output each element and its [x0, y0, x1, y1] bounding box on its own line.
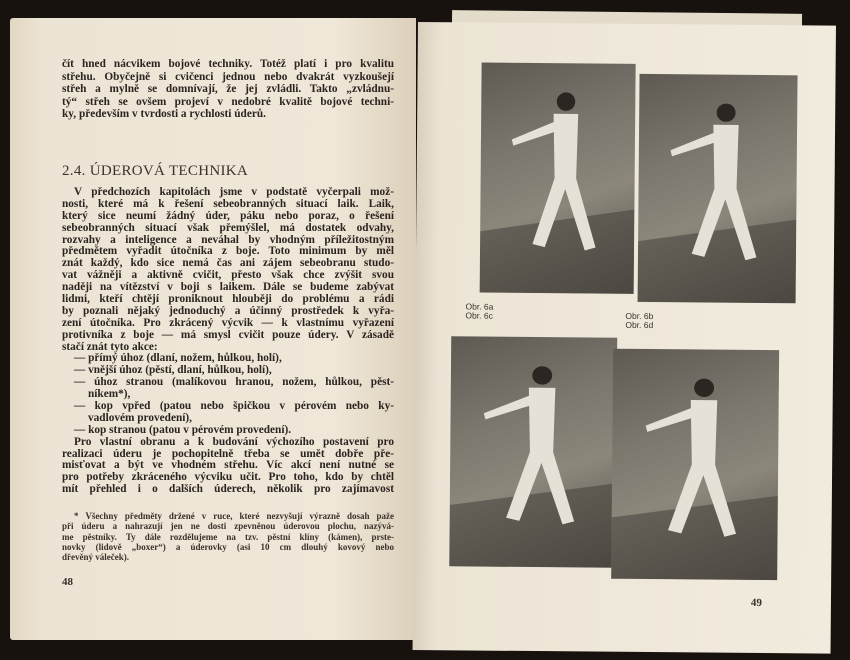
- person-figure-icon: [638, 74, 798, 303]
- right-page: [413, 22, 836, 654]
- text-line: střeh a mylně se domnívají, že jej zvládli. Takto „zvládnu-: [62, 83, 394, 96]
- text-line: novky (lidově „boxer“) a úderovky (asi 10 cm dlouhý kovový nebo: [62, 541, 394, 552]
- caption-6b: Obr. 6b: [625, 310, 654, 322]
- photo-6a: [480, 63, 636, 294]
- text-line: vadlovém provedení),: [88, 411, 192, 424]
- text-line: předmětem vyřadit útočníka z boje. Toto minimum by měl: [62, 245, 394, 258]
- text-line: naději na vítězství v boji s laikem. Dále se budeme zabývat: [62, 281, 394, 294]
- photo-6b: [638, 74, 798, 303]
- text-line: dřevěný váleček).: [62, 552, 129, 563]
- text-line: zení útočníka. Pro zkrácený výcvik — k vlastnímu vyřazení: [62, 316, 394, 329]
- text-line: Pro vlastní obranu a k budování výchozího postavení pro: [74, 435, 394, 448]
- photo-6c: [449, 336, 617, 567]
- text-line: rozvahy a inteligence a neváhal by vhodným příležitostným: [62, 233, 394, 246]
- text-line: — kop stranou (patou v pérovém provedení).: [74, 423, 292, 436]
- text-line: sebeobranných situací však přemýšlel, má dostatek odvahy,: [62, 221, 394, 234]
- caption-6b-6d: [625, 312, 653, 330]
- text-line: vat vážněji a aktivně cvičit, přesto však chce zvýšit svou: [62, 269, 394, 282]
- footnote: [62, 511, 394, 562]
- text-line: níkem*),: [88, 388, 131, 401]
- text-line: * Všechny předměty držené v ruce, které nezvyšují výrazně dosah paže: [74, 511, 394, 521]
- text-line: čít hned nácvikem bojové techniky. Totéž platí i pro kvalitu: [62, 58, 394, 70]
- photo-6d: [611, 349, 779, 580]
- text-line: tý“ střeh se ovšem projeví v nedobré kvalitě bojové techni-: [62, 95, 394, 108]
- caption-6c: Obr. 6c: [465, 310, 493, 321]
- text-line: me pěstníky. Ty dále rozdělujeme na tzv. pěstní klíny (kámen), prste-: [62, 531, 394, 542]
- person-figure-icon: [480, 63, 636, 294]
- text-line: znát každý, kdo sice nemá čas ani zájem sebeobranu studo-: [62, 257, 394, 270]
- caption-6a: Obr. 6a: [465, 301, 494, 312]
- text-line: nosti, které má k řešení sebeobranných situací laik. Laik,: [62, 197, 394, 210]
- caption-6a-6c: [465, 302, 493, 320]
- person-figure-icon: [611, 349, 779, 580]
- text-line: stačí znát tyto akce:: [62, 340, 158, 353]
- text-line: protivníka z boje — má smysl cvičit pouze údery. V zásadě: [62, 328, 394, 341]
- text-line: — kop vpřed (patou nebo špičkou v pérovém nebo ky-: [74, 400, 394, 413]
- text-line: — přímý úhoz (dlaní, nožem, hůlkou, holí),: [74, 352, 282, 365]
- text-line: mít přehled i o dalších úderech, několik pro zajímavost: [62, 483, 394, 496]
- text-line: by poznali nějaký jednoduchý a účinný prostředek k vyřa-: [62, 304, 394, 317]
- person-figure-icon: [449, 336, 617, 567]
- text-line: — úhoz stranou (malíkovou hranou, nožem, hůlkou, pěst-: [74, 376, 394, 389]
- text-line: při úderu a nahrazují jen ne dosti zpevněnou úderovou plochu, nazývá-: [62, 521, 394, 532]
- section-heading: 2.4. ÚDEROVÁ TECHNIKA: [62, 163, 249, 179]
- text-line: střehu. Obyčejně si cvičenci jednou nebo dvakrát vyzkoušejí: [62, 70, 394, 83]
- text-line: misťovat a být ve vhodném střehu. Víc akcí není nutné se: [62, 459, 394, 472]
- text-line: lidmi, kteří chtějí proniknout hlouběji do problému a rádi: [62, 293, 394, 306]
- text-line: realizaci úderu je pochopitelně třeba se umět dobře pře-: [62, 447, 394, 460]
- body-text: [62, 187, 394, 496]
- caption-6d: Obr. 6d: [625, 319, 654, 331]
- text-line: ky, především v tvrdosti a rychlosti úderů.: [62, 108, 266, 121]
- page-number-right: 49: [750, 596, 762, 610]
- text-line: pro potřeby zkráceného výcviku učit. Pro toho, kdo by chtěl: [62, 471, 394, 484]
- page-number-left: 48: [62, 576, 73, 588]
- text-line: který sice neumí žádný úder, páku nebo poraz, o řešení: [62, 209, 394, 222]
- text-line: — vnější úhoz (pěstí, dlaní, hůlkou, holí),: [74, 364, 272, 377]
- intro-paragraph: [62, 58, 394, 121]
- text-line: V předchozích kapitolách jsme v podstatě vyčerpali mož-: [74, 186, 394, 198]
